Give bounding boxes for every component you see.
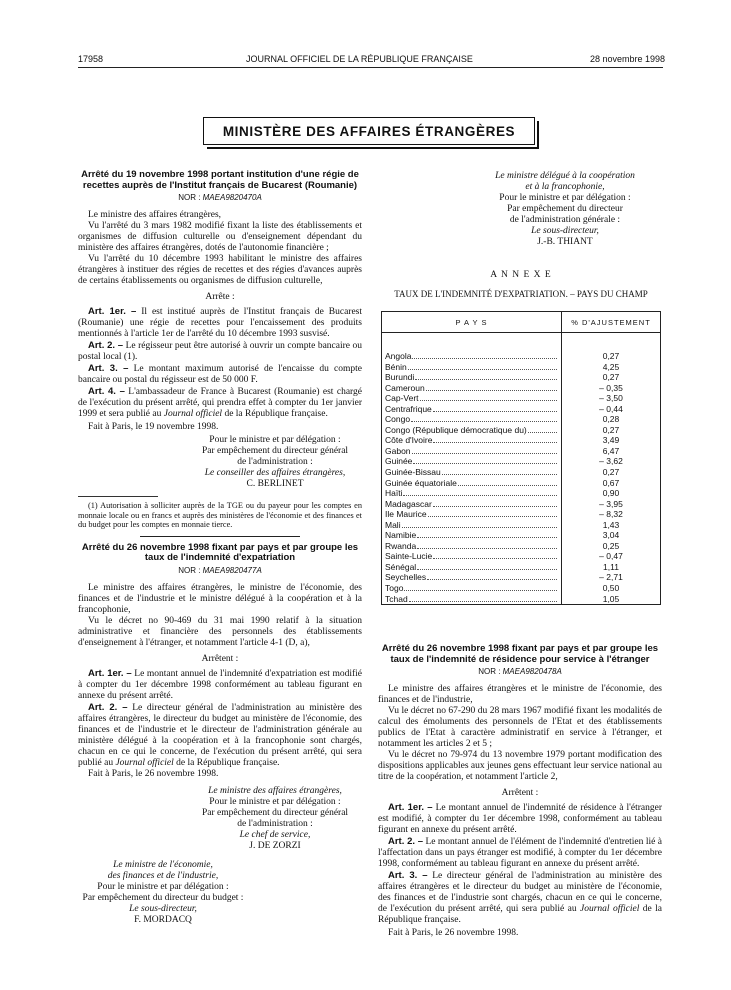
decree-3-p1: Le ministre des affaires étrangères et le ministre de l'économie, des finances et de l'industrie, — [378, 684, 662, 705]
decree-2-signature-3: Le ministre délégué à la coopération et à la francophonie, Pour le ministre et par délégation : Par empêchement du directeur de l'administration générale : Le sous-directeur, J.-B. THIANT — [495, 171, 635, 247]
pct-cell: 1,05 — [562, 594, 661, 605]
pct-cell: 3,04 — [562, 530, 661, 541]
dot-leader — [411, 414, 557, 422]
decree-1-fait: Fait à Paris, le 19 novembre 1998. — [88, 422, 219, 432]
country-name: Tchad — [385, 593, 408, 604]
dot-leader — [427, 572, 557, 580]
country-cell — [382, 520, 562, 531]
country-name: Seychelles — [385, 572, 427, 583]
pct-cell: 0,50 — [562, 583, 661, 594]
table-row — [382, 562, 661, 573]
country-cell — [382, 425, 562, 436]
country-name: Rwanda — [385, 540, 417, 551]
dot-leader — [413, 456, 557, 464]
annexe-table — [381, 311, 661, 605]
country-name: Côte d'Ivoire — [385, 435, 433, 446]
country-name: Guinée-Bissau — [385, 467, 441, 478]
decree-1-art1: Art. 1er. – Il est institué auprès de l'Institut français de Bucarest (Roumanie) une régie de recettes pour l'encaissement des produits mentionnés à l'article 1er de l'arrêté du 10 décembre 1993 susvisé. — [78, 306, 363, 339]
country-cell — [382, 541, 562, 552]
pct-cell: 0,27 — [562, 372, 661, 383]
country-name: Cap-Vert — [385, 393, 419, 404]
table-row — [382, 414, 661, 425]
dot-leader — [404, 583, 557, 591]
pct-cell: 3,49 — [562, 435, 661, 446]
header-rule — [78, 67, 663, 68]
pct-cell: 1,43 — [562, 520, 661, 531]
page-date: 28 novembre 1998 — [590, 54, 666, 64]
dot-leader — [458, 478, 557, 486]
table-row — [382, 520, 661, 531]
table-row — [382, 456, 661, 467]
table-row — [382, 509, 661, 520]
dot-leader — [420, 393, 557, 401]
table-row — [382, 572, 661, 583]
decree-1-p3: Vu l'arrêté du 10 décembre 1993 habilitant le ministre des affaires étrangères à instituer des régies de recettes et des régies d'avances auprès de certains établissements ou organismes de diffusion culturelle, — [78, 254, 362, 286]
dot-leader — [442, 467, 557, 475]
pct-cell: 1,11 — [562, 562, 661, 573]
decree-3-art2: Art. 2. – Le montant annuel de l'élément de l'indemnité d'entretien lié à l'affectation dans un pays étranger est modifié, à compter du 1er décembre 1998, conformément au tableau figurant en annexe du présent arrêté. — [378, 836, 662, 869]
country-cell — [382, 583, 562, 594]
table-row — [382, 351, 661, 362]
country-cell — [382, 456, 562, 467]
country-cell — [382, 509, 562, 520]
dot-leader — [415, 372, 557, 380]
dot-leader — [417, 541, 557, 549]
decree-2-arrete: Arrêtent : — [201, 653, 239, 664]
country-name: Togo — [385, 583, 404, 594]
pct-cell: – 8,32 — [562, 509, 661, 520]
pct-cell: 6,47 — [562, 446, 661, 457]
journal-title: JOURNAL OFFICIEL DE LA RÉPUBLIQUE FRANÇAISE — [246, 54, 473, 64]
pct-cell: – 0,44 — [562, 404, 661, 415]
table-row — [382, 541, 661, 552]
pct-cell: 0,27 — [562, 351, 661, 362]
decree-1-p1: Le ministre des affaires étrangères, — [88, 210, 222, 220]
decree-2-p1: Le ministre des affaires étrangères, le ministre de l'économie, des finances et de l'industrie et le ministre délégué à la coopération et à la francophonie, — [78, 582, 362, 615]
dot-leader — [417, 530, 557, 538]
decree-1-footnote: (1) Autorisation à solliciter auprès de la TGE ou du payeur pour les comptes en monnaie locale ou en francs et auprès des ministères de l'économie et des finances et du budget pour les comptes en monnaie tierce. — [78, 501, 362, 529]
decree-3-nor: NOR : MAEA9820478A — [478, 667, 562, 676]
country-cell — [382, 383, 562, 394]
table-row — [382, 393, 661, 404]
decree-2-fait: Fait à Paris, le 26 novembre 1998. — [88, 768, 219, 779]
decree-3-p2: Vu le décret no 67-290 du 28 mars 1967 modifié fixant les modalités de calcul des émoluments des personnels de l'Etat et des établissements publics de l'Etat à caractère administratif en service à l'étranger, et notamment les articles 2 et 5 ; — [378, 706, 662, 749]
country-name: Sainte-Lucie — [385, 551, 433, 562]
country-cell — [382, 488, 562, 499]
country-cell — [382, 393, 562, 404]
decree-3-arrete: Arrêtent : — [501, 788, 539, 798]
col-header-pays: P A Y S — [382, 312, 562, 333]
dot-leader — [412, 446, 557, 454]
ministry-box — [203, 117, 535, 145]
dot-leader — [433, 435, 557, 443]
decree-1-art2: Art. 2. – Le régisseur peut être autorisé à ouvrir un compte bancaire ou postal local (1). — [78, 340, 362, 362]
table-row — [382, 530, 661, 541]
dot-leader — [417, 562, 557, 570]
pct-cell: – 2,71 — [562, 572, 661, 583]
table-row — [382, 404, 661, 415]
pct-cell: 0,28 — [562, 414, 661, 425]
dot-leader — [433, 499, 557, 507]
country-name: Congo (République démocratique du) — [385, 424, 527, 435]
country-name: Angola — [385, 351, 412, 361]
pct-cell: 0,67 — [562, 478, 661, 489]
country-name: Guinée — [385, 456, 413, 467]
decree-2-signature-2: Le ministre de l'économie, des finances et de l'industrie, Pour le ministre et par délégation : Par empêchement du directeur du budget : Le sous-directeur, F. MORDACQ — [82, 859, 244, 925]
country-cell — [382, 499, 562, 510]
decree-2-title: Arrêté du 26 novembre 1998 fixant par pays et par groupe les taux de l'indemnité d'expatriation — [81, 541, 359, 563]
table-header-row — [382, 312, 661, 333]
footnote-rule — [78, 496, 158, 497]
table-row — [382, 583, 661, 594]
country-name: Centrafrique — [385, 403, 432, 414]
table-row — [382, 594, 661, 605]
decree-2-p2: Vu le décret no 90-469 du 31 mai 1990 relatif à la situation administrative et financière des personnels des établissements d'enseignement à l'étranger, et notamment l'article 4-1 (D, a), — [78, 615, 362, 648]
country-name: Burundi — [385, 372, 415, 383]
decree-1-signature: Pour le ministre et par délégation : Par empêchement du directeur général de l'administration : Le conseiller des affaires étrangères, C. BERLINET — [201, 435, 349, 489]
pct-cell: 0,25 — [562, 541, 661, 552]
country-name: Gabon — [385, 445, 411, 456]
decree-3-fait: Fait à Paris, le 26 novembre 1998. — [388, 928, 519, 938]
right-column-decree-3 — [378, 644, 662, 939]
left-column — [78, 170, 362, 926]
country-name: Cameroun — [385, 382, 425, 393]
decree-3-title: Arrêté du 26 novembre 1998 fixant par pays et par groupe les taux de l'indemnité de résidence pour service à l'étranger — [381, 643, 659, 665]
country-name: Bénin — [385, 361, 407, 372]
pct-cell: 0,27 — [562, 467, 661, 478]
pct-cell: – 0,35 — [562, 383, 661, 394]
country-name: Mali — [385, 519, 401, 530]
country-cell — [382, 530, 562, 541]
table-row — [382, 425, 661, 436]
pct-cell: 0,90 — [562, 488, 661, 499]
decree-2-nor: NOR : MAEA9820477A — [178, 565, 262, 575]
decree-1-art3: Art. 3. – Le montant maximum autorisé de l'encaisse du compte bancaire ou postal du régisseur est de 50 000 F. — [78, 363, 362, 385]
country-cell — [382, 446, 562, 457]
pct-cell: – 0,47 — [562, 551, 661, 562]
table-spacer — [382, 333, 661, 352]
annexe-subtitle: TAUX DE L'INDEMNITÉ D'EXPATRIATION. – PAYS DU CHAMP — [394, 289, 648, 299]
table-row — [382, 478, 661, 489]
country-name: Congo — [385, 414, 411, 425]
country-cell — [382, 414, 562, 425]
country-cell — [382, 551, 562, 562]
separator — [140, 536, 300, 537]
decree-1-art4: Art. 4. – L'ambassadeur de France à Bucarest (Roumanie) est chargé de l'exécution du présent arrêté, qui prendra effet à compter du 1er janvier 1999 et sera publié au Journal officiel de la République française. — [78, 386, 362, 419]
country-name: Haïti — [385, 488, 403, 499]
country-cell — [382, 594, 562, 605]
decree-3-p3: Vu le décret no 79-974 du 13 novembre 1979 portant modification des dispositions applicables aux jeunes gens effectuant leur service national au titre de la coopération, et notamment l'article 2, — [378, 750, 662, 782]
table-row — [382, 499, 661, 510]
country-name: Madagascar — [385, 498, 432, 509]
table-row — [382, 372, 661, 383]
country-cell — [382, 478, 562, 489]
country-name: Sénégal — [385, 561, 417, 572]
table-row — [382, 488, 661, 499]
ministry-title: MINISTÈRE DES AFFAIRES ÉTRANGÈRES — [222, 123, 516, 139]
pct-cell: – 3,95 — [562, 499, 661, 510]
table-row — [382, 362, 661, 373]
decree-2-art2: Art. 2. – Le directeur général de l'administration au ministère des affaires étrangères, le directeur du budget au ministère de l'économie, des finances et de l'industrie et le directeur de l'administration générale au ministère délégué à la coopération et à la francophonie sont chargés, chacun en ce qui le concerne, de l'exécution du présent arrêté, qui sera publié au Journal officiel de la République française. — [78, 701, 362, 768]
decree-2-art1: Art. 1er. – Le montant annuel de l'indemnité d'expatriation est modifié à compter du 1er décembre 1998 conformément au tableau figurant en annexe du présent arrêté. — [78, 667, 362, 701]
country-cell — [382, 404, 562, 415]
pct-cell: 4,25 — [562, 362, 661, 373]
decree-1-nor: NOR : MAEA9820470A — [178, 193, 262, 202]
country-name: Namibie — [385, 530, 417, 541]
country-cell — [382, 562, 562, 573]
dot-leader — [433, 404, 557, 412]
table-row — [382, 383, 661, 394]
dot-leader — [528, 425, 557, 433]
country-cell — [382, 351, 562, 362]
country-cell — [382, 372, 562, 383]
table-row — [382, 467, 661, 478]
table-row — [382, 446, 661, 457]
decree-1-p2: Vu l'arrêté du 3 mars 1982 modifié fixant la liste des établissements et organismes de diffusion culturelle ou d'enseignement dépendant du ministère des affaires étrangères, dotés de l'autonomie financière ; — [78, 221, 362, 253]
country-cell — [382, 572, 562, 583]
country-cell — [382, 435, 562, 446]
decree-3-art3: Art. 3. – Le directeur général de l'administration au ministère des affaires étrangères et le directeur du budget au ministère de l'économie, des finances et de l'industrie sont chargés, chacun en ce qui le concerne, de l'exécution du présent arrêté, qui sera publié au Journal officiel de la République française. — [378, 870, 662, 925]
annexe-title: A N N E X E — [490, 270, 552, 280]
country-name: Guinée équatoriale — [385, 477, 457, 488]
dot-leader — [412, 351, 557, 359]
dot-leader — [408, 362, 557, 370]
table-row — [382, 551, 661, 562]
country-name: Ile Maurice — [385, 509, 427, 520]
pct-cell: 0,27 — [562, 425, 661, 436]
page-number: 17958 — [78, 54, 104, 64]
decree-1-arrete: Arrête : — [205, 292, 235, 302]
dot-leader — [433, 551, 557, 559]
pct-cell: – 3,50 — [562, 393, 661, 404]
col-header-pct: % D'AJUSTEMENT — [562, 312, 661, 333]
dot-leader — [409, 594, 557, 602]
dot-leader — [403, 488, 557, 496]
table-row — [382, 435, 661, 446]
pct-cell: – 3,62 — [562, 456, 661, 467]
decree-1-title: Arrêté du 19 novembre 1998 portant institution d'une régie de recettes auprès de l'Institut français de Bucarest (Roumanie) — [81, 169, 359, 191]
country-cell — [382, 467, 562, 478]
decree-2-signature-1: Le ministre des affaires étrangères, Pour le ministre et par délégation : Par empêchement du directeur général de l'administration : Le chef de service, J. DE ZORZI — [201, 785, 349, 851]
country-cell — [382, 362, 562, 373]
decree-3-art1: Art. 1er. – Le montant annuel de l'indemnité de résidence à l'étranger est modifié, à compter du 1er décembre 1998, conformément au tableau figurant en annexe du présent arrêté. — [378, 802, 662, 835]
dot-leader — [402, 520, 557, 528]
dot-leader — [426, 383, 557, 391]
dot-leader — [428, 509, 557, 517]
